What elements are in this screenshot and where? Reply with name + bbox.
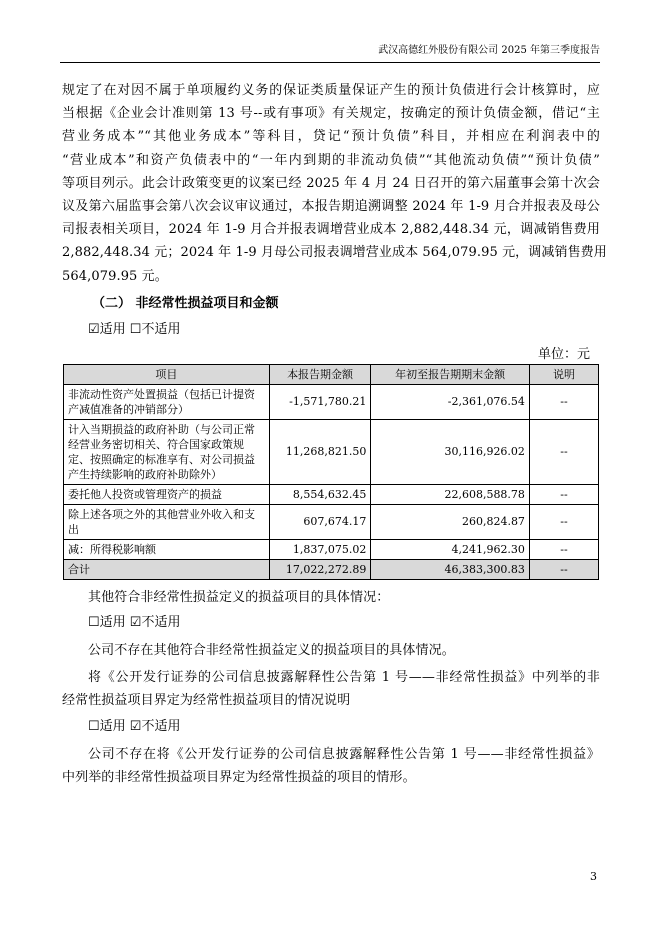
paragraph-line: 564,079.95 元。 — [62, 268, 168, 284]
paragraph-line: 议及第六届监事会第八次会议审议通过，本报告期追溯调整 2024 年 1-9 月合并报表及母公 — [62, 199, 600, 215]
row-note: -- — [529, 419, 598, 484]
table-header-row — [64, 364, 599, 384]
paragraph-line: 规定了在对因不属于单项履约义务的保证类质量保证产生的预计负债进行会计核算时，应 — [62, 83, 600, 98]
section-heading: （二） 非经常性损益项目和金额 — [92, 295, 279, 311]
paragraph-line: “营业成本”和资产负债表中的“一年内到期的非流动负债”“其他流动负债”“预计负债” — [62, 152, 600, 168]
row-ytd: 22,608,588.78 — [371, 484, 530, 504]
paragraph-line: 当根据《企业会计准则第 13 号--或有事项》有关规定，按确定的预计负债金额，借记“主 — [62, 106, 600, 122]
other-items-statement: 公司不存在其他符合非经常性损益定义的损益项目的具体情况。 — [88, 643, 455, 659]
row-ytd: 30,116,926.02 — [371, 419, 530, 484]
row-ytd: 4,241,962.30 — [371, 539, 530, 559]
other-items-title: 其他符合非经常性损益定义的损益项目的具体情况： — [88, 589, 390, 605]
page-body — [62, 79, 607, 789]
table-row — [64, 419, 599, 484]
page-number: 3 — [590, 870, 597, 883]
row-item: 委托他人投资或管理资产的损益 — [64, 484, 270, 504]
row-note: -- — [529, 484, 598, 504]
row-item: 除上述各项之外的其他营业外收入和支出 — [64, 504, 270, 539]
header-current-period: 本报告期金额 — [269, 364, 371, 384]
row-current: 17,022,272.89 — [269, 559, 371, 579]
non-recurring-gains-table — [63, 364, 599, 580]
row-current: 607,674.17 — [269, 504, 371, 539]
paragraph-line: 营业务成本”“其他业务成本”等科目，贷记“预计负债”科目，并相应在利润表中的 — [62, 129, 600, 145]
paragraph-line: 等项目列示。此会计政策变更的议案已经 2025 年 4 月 24 日召开的第六届董事会第十次会 — [62, 175, 600, 191]
paragraph-line: 司报表相关项目，2024 年 1-9 月合并报表调增营业成本 2,882,448.34 元，调减销售费用 — [62, 222, 600, 238]
row-item: 减：所得税影响额 — [64, 539, 270, 559]
row-item: 合计 — [64, 559, 270, 579]
table-row — [64, 539, 599, 559]
reclass-statement — [62, 743, 600, 789]
row-current: 11,268,821.50 — [269, 419, 371, 484]
reclass-applicability: ☐适用 ☑不适用 — [88, 718, 181, 734]
row-current: -1,571,780.21 — [269, 384, 371, 419]
table-total-row — [64, 559, 599, 579]
row-ytd: 260,824.87 — [371, 504, 530, 539]
paragraph-line: 将《公开发行证券的公司信息披露解释性公告第 1 号——非经常性损益》中列举的非 — [88, 670, 600, 686]
accounting-policy-paragraph — [62, 79, 607, 288]
row-current: 8,554,632.45 — [269, 484, 371, 504]
other-items-applicability: ☐适用 ☑不适用 — [88, 615, 181, 631]
unit-label: 单位：元 — [537, 346, 590, 362]
paragraph-line: 公司不存在将《公开发行证券的公司信息披露解释性公告第 1 号——非经常性损益》 — [88, 746, 600, 762]
paragraph-line: 经常性损益项目界定为经常性损益项目的情况说明 — [62, 693, 351, 709]
row-item: 计入当期损益的政府补助（与公司正常经营业务密切相关、符合国家政策规定、按照确定的标准享有、对公司损益产生持续影响的政府补助除外） — [64, 419, 270, 484]
header-item: 项目 — [64, 364, 270, 384]
report-header: 武汉高德红外股份有限公司 2025 年第三季度报告 — [378, 45, 600, 56]
row-note: -- — [529, 559, 598, 579]
paragraph-line: 中列举的非经常性损益项目界定为经常性损益的项目的情形。 — [62, 769, 416, 785]
row-note: -- — [529, 384, 598, 419]
table-row — [64, 384, 599, 419]
table-row — [64, 484, 599, 504]
header-note: 说明 — [529, 364, 598, 384]
header-year-to-date: 年初至报告期期末金额 — [371, 364, 530, 384]
row-ytd: 46,383,300.83 — [371, 559, 530, 579]
applicability-checkbox: ☑适用 ☐不适用 — [88, 321, 181, 337]
row-note: -- — [529, 504, 598, 539]
paragraph-line: 2,882,448.34 元；2024 年 1-9 月母公司报表调增营业成本 564,079.95 元，调减销售费用 — [62, 245, 607, 261]
row-item: 非流动性资产处置损益（包括已计提资产减值准备的冲销部分） — [64, 384, 270, 419]
reclass-paragraph — [62, 666, 600, 712]
row-current: 1,837,075.02 — [269, 539, 371, 559]
row-ytd: -2,361,076.54 — [371, 384, 530, 419]
row-note: -- — [529, 539, 598, 559]
table-row — [64, 504, 599, 539]
header-divider — [60, 62, 600, 63]
